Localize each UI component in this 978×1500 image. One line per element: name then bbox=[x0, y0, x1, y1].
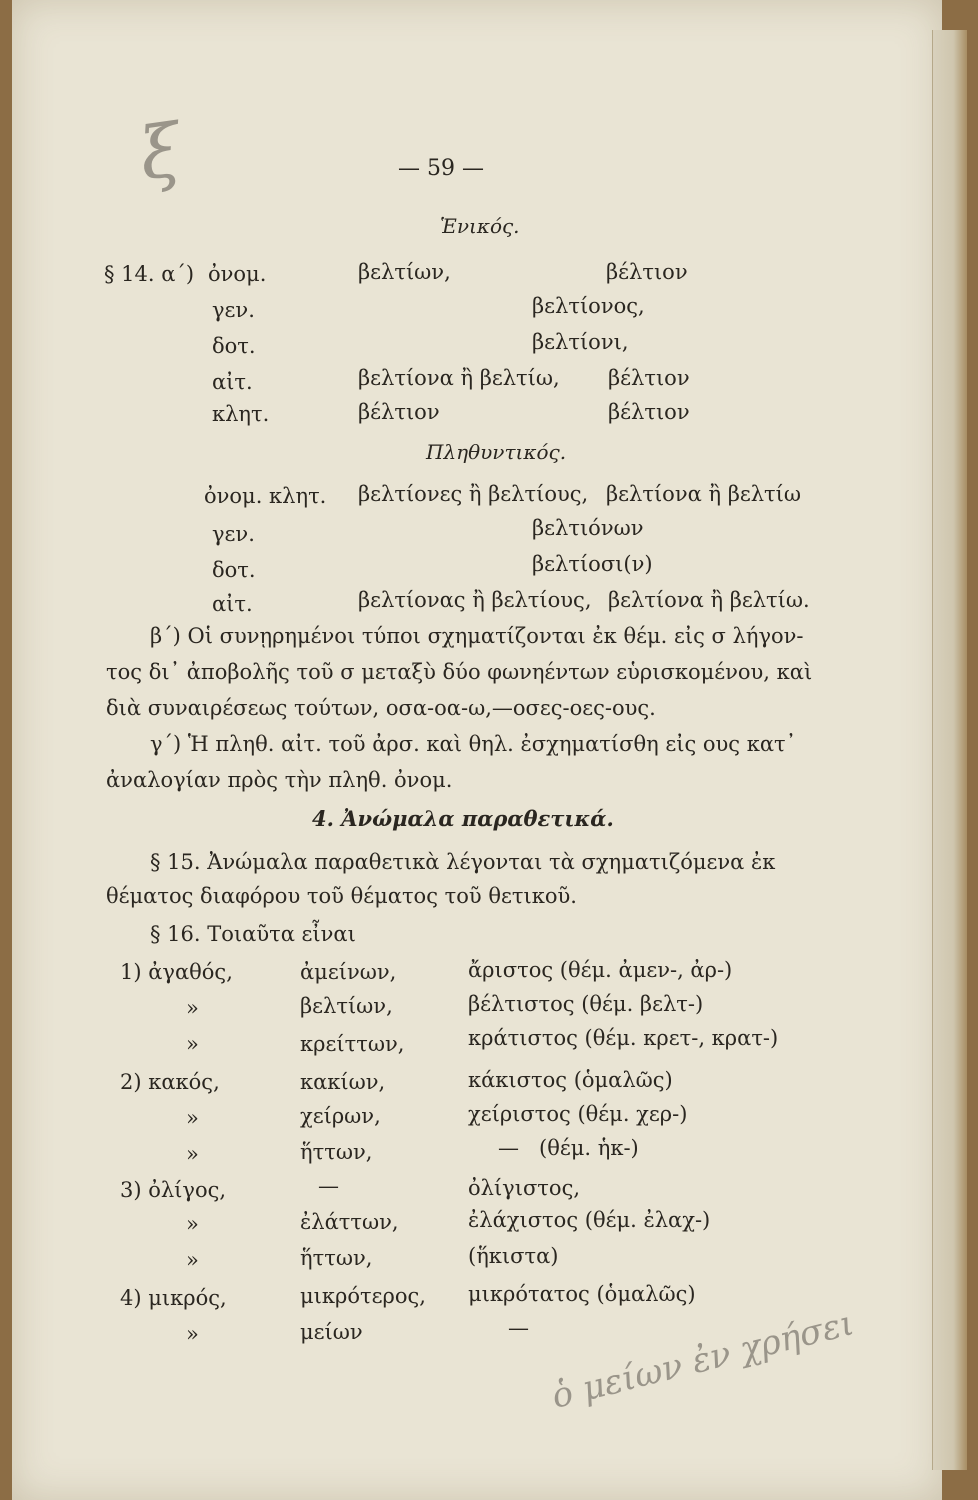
comparative-form: μικρότερος, bbox=[300, 1284, 426, 1308]
section-4-heading: 4. Ἀνώμαλα παραθετικά. bbox=[312, 806, 614, 831]
positive-form: » bbox=[186, 996, 199, 1020]
superlative-form: κάκιστος (ὁμαλῶς) bbox=[468, 1068, 673, 1092]
positive-form: » bbox=[186, 1106, 199, 1130]
superlative-form: — (θέμ. ἡκ-) bbox=[498, 1136, 639, 1160]
text-line: § 15. Ἀνώμαλα παραθετικὰ λέγονται τὰ σχηματιζόμενα ἐκ bbox=[150, 850, 776, 874]
form-neuter: βέλτιον bbox=[608, 400, 690, 424]
section-14-label: § 14. α΄) bbox=[104, 262, 195, 286]
singular-heading: Ἑνικός. bbox=[440, 214, 520, 238]
superlative-form: (ἥκιστα) bbox=[468, 1244, 559, 1268]
comparative-form: μείων bbox=[300, 1320, 363, 1344]
superlative-form: μικρότατος (ὁμαλῶς) bbox=[468, 1282, 696, 1306]
case-label: γεν. bbox=[212, 298, 255, 322]
comparative-form: ἥττων, bbox=[300, 1140, 373, 1164]
form-common: βελτιόνων bbox=[532, 516, 644, 540]
comparative-form: κρείττων, bbox=[300, 1032, 405, 1056]
form-masc-fem: βελτίονας ἢ βελτίους, bbox=[358, 588, 592, 612]
case-label: κλητ. bbox=[212, 402, 270, 426]
superlative-form: κράτιστος (θέμ. κρετ-, κρατ-) bbox=[468, 1026, 779, 1050]
text-line: τος δι᾿ ἀποβολῆς τοῦ σ μεταξὺ δύο φωνηέντων εὑρισκομένου, καὶ bbox=[106, 660, 813, 684]
form-neuter: βέλτιον bbox=[606, 260, 688, 284]
form-common: βελτίονι, bbox=[532, 330, 629, 354]
case-label: αἰτ. bbox=[212, 370, 253, 394]
case-label: αἰτ. bbox=[212, 592, 253, 616]
case-label: ὀνομ. bbox=[208, 262, 267, 286]
positive-form: » bbox=[186, 1142, 199, 1166]
comparative-form: — bbox=[318, 1174, 339, 1198]
page-number: — 59 — bbox=[398, 156, 484, 181]
comparative-form: βελτίων, bbox=[300, 994, 393, 1018]
positive-form: » bbox=[186, 1248, 199, 1272]
plural-heading: Πληθυντικός. bbox=[426, 440, 567, 464]
positive-form: » bbox=[186, 1322, 199, 1346]
text-line: β΄) Οἱ συνῃρημένοι τύποι σχηματίζονται ἐκ θέμ. εἰς σ λήγον- bbox=[150, 624, 804, 648]
case-label: γεν. bbox=[212, 522, 255, 546]
superlative-form: χείριστος (θέμ. χερ-) bbox=[468, 1102, 688, 1126]
text-line: γ΄) Ἡ πληθ. αἰτ. τοῦ ἀρσ. καὶ θηλ. ἐσχηματίσθη εἰς ους κατ᾿ bbox=[150, 732, 797, 756]
comparative-form: ἀμείνων, bbox=[300, 960, 397, 984]
superlative-form: βέλτιστος (θέμ. βελτ-) bbox=[468, 992, 704, 1016]
form-masc-fem: βέλτιον bbox=[358, 400, 440, 424]
comparative-form: κακίων, bbox=[300, 1070, 386, 1094]
positive-form: 3) ὀλίγος, bbox=[120, 1178, 227, 1202]
pencil-mark-top: ξ bbox=[134, 107, 186, 197]
form-neuter: βελτίονα ἢ βελτίω. bbox=[608, 588, 810, 612]
case-label: δοτ. bbox=[212, 334, 256, 358]
form-neuter: βέλτιον bbox=[608, 366, 690, 390]
superlative-form: ἐλάχιστος (θέμ. ἐλαχ-) bbox=[468, 1208, 711, 1232]
comparative-form: ἥττων, bbox=[300, 1246, 373, 1270]
positive-form: » bbox=[186, 1032, 199, 1056]
case-label: δοτ. bbox=[212, 558, 256, 582]
text-line: διὰ συναιρέσεως τούτων, οσα-οα-ω,—οσες-οες-ους. bbox=[106, 696, 656, 720]
text-line: ἀναλογίαν πρὸς τὴν πληθ. ὀνομ. bbox=[106, 768, 453, 792]
superlative-form: ἄριστος (θέμ. ἀμεν-, ἀρ-) bbox=[468, 958, 733, 982]
comparative-form: ἐλάττων, bbox=[300, 1210, 399, 1234]
text-line: θέματος διαφόρου τοῦ θέματος τοῦ θετικοῦ. bbox=[106, 884, 577, 908]
form-neuter: βελτίονα ἢ βελτίω bbox=[606, 482, 802, 506]
case-label: ὀνομ. κλητ. bbox=[204, 484, 327, 508]
pencil-annotation: ὁ μείων ἐν χρήσει bbox=[547, 1303, 858, 1417]
form-masc-fem: βελτίονα ἢ βελτίω, bbox=[358, 366, 560, 390]
positive-form: 1) ἀγαθός, bbox=[120, 960, 233, 984]
positive-form: » bbox=[186, 1212, 199, 1236]
form-common: βελτίονος, bbox=[532, 294, 645, 318]
paragraph-16: § 16. Τοιαῦτα εἶναι bbox=[150, 922, 356, 946]
superlative-form: — bbox=[508, 1316, 529, 1340]
form-masc-fem: βελτίων, bbox=[358, 260, 451, 284]
positive-form: 2) κακός, bbox=[120, 1070, 220, 1094]
form-masc-fem: βελτίονες ἢ βελτίους, bbox=[358, 482, 589, 506]
form-common: βελτίοσι(ν) bbox=[532, 552, 653, 576]
superlative-form: ὀλίγιστος, bbox=[468, 1176, 581, 1200]
comparative-form: χείρων, bbox=[300, 1104, 381, 1128]
positive-form: 4) μικρός, bbox=[120, 1286, 227, 1310]
page-edge bbox=[932, 30, 967, 1470]
